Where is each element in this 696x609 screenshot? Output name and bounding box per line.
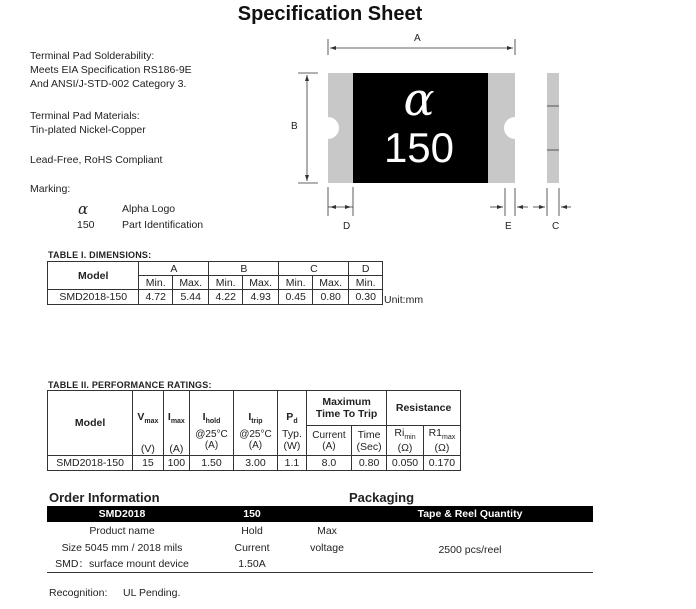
itrip-cond: @25°C (A) <box>233 426 277 456</box>
compliance-note: Lead-Free, RoHS Compliant <box>30 154 163 166</box>
component-diagram <box>0 0 696 250</box>
page-title: Specification Sheet <box>237 3 423 25</box>
marking-alpha-desc: Alpha Logo <box>122 203 176 215</box>
marking-alpha-code: α <box>78 200 89 218</box>
packaging-title: Packaging <box>349 490 415 505</box>
order-header-code: 150 <box>197 506 307 522</box>
vmax-unit: (V) <box>133 426 163 456</box>
recognition-label: Recognition: <box>49 587 108 599</box>
table2-title: TABLE II. PERFORMANCE RATINGS: <box>48 380 212 390</box>
materials-note: Terminal Pad Materials: Tin-plated Nickel-Copper <box>30 110 146 136</box>
marking-label: Marking: <box>30 183 71 195</box>
recognition-value: UL Pending. <box>123 587 181 599</box>
dim-label-d: D <box>343 221 351 232</box>
component-logo: α <box>403 72 435 126</box>
order-table: SMD2018 150 Tape & Reel Quantity Product name Hold Max 2500 pcs/reel Size 5045 mm / 2018 mils Current voltage SMD：surface mount device 1.50A <box>47 506 593 573</box>
table2-row: SMD2018-150 15 100 1.50 3.00 1.1 8.0 0.80 0.050 0.170 <box>48 456 461 471</box>
dim-label-a: A <box>414 33 421 44</box>
table1-sub: Min. <box>209 276 243 290</box>
marking-part-desc: Part Identification <box>122 219 204 231</box>
itrip-header: $I_{trip}$ <box>233 391 277 426</box>
table1-row: SMD2018-150 4.72 5.44 4.22 4.93 0.45 0.80 0.30 <box>48 290 383 305</box>
table1-sub: Min. <box>349 276 383 290</box>
left-terminal-notch <box>317 117 339 139</box>
time-header: Time (Sec) <box>351 426 386 456</box>
order-header-packaging: Tape & Reel Quantity <box>347 506 593 522</box>
rimin-header: $Ri_{min}$ (Ω) <box>387 426 424 456</box>
dim-label-e: E <box>505 221 512 232</box>
right-terminal-notch <box>504 117 526 139</box>
order-title: Order Information <box>49 490 160 505</box>
r1max-header: $R1_{max}$ (Ω) <box>423 426 460 456</box>
table1-model-header: Model <box>48 262 139 290</box>
max-time-trip-header: Maximum Time To Trip <box>307 391 387 426</box>
vmax-header: $V_{max}$ <box>133 391 163 426</box>
component-side-view <box>547 73 559 183</box>
table1-sub: Min. <box>279 276 313 290</box>
packaging-value: 2500 pcs/reel <box>438 544 502 556</box>
ihold-cond: @25°C (A) <box>190 426 234 456</box>
table2-model-header: Model <box>48 391 133 456</box>
table1-unit: Unit:mm <box>384 294 424 306</box>
table1-group-b: B <box>209 262 279 276</box>
pd-header: $P_d$ <box>277 391 306 426</box>
resistance-header: Resistance <box>387 391 461 426</box>
dimensions-table <box>47 261 383 305</box>
marking-part-code: 150 <box>77 219 95 231</box>
imax-header: $I_{max}$ <box>163 391 189 426</box>
table1-sub: Max. <box>312 276 348 290</box>
order-header-series: SMD2018 <box>47 506 197 522</box>
table1-title: TABLE I. DIMENSIONS: <box>48 250 152 260</box>
table1-group-d: D <box>349 262 383 276</box>
dim-label-b: B <box>291 121 298 132</box>
table1-group-a: A <box>139 262 209 276</box>
performance-table <box>47 390 461 471</box>
imax-unit: (A) <box>163 426 189 456</box>
solderability-note: Terminal Pad Solderability: Meets EIA Specification RS186-9E And ANSI/J-STD-002 Category 3. <box>30 50 192 90</box>
ihold-header: $I_{hold}$ <box>190 391 234 426</box>
pd-cond: Typ. (W) <box>277 426 306 456</box>
table1-group-c: C <box>279 262 349 276</box>
dim-label-c: C <box>552 221 560 232</box>
current-header: Current (A) <box>307 426 352 456</box>
table1-sub: Min. <box>139 276 173 290</box>
table1-sub: Max. <box>242 276 278 290</box>
component-part-code: 150 <box>383 124 455 171</box>
table1-sub: Max. <box>172 276 208 290</box>
